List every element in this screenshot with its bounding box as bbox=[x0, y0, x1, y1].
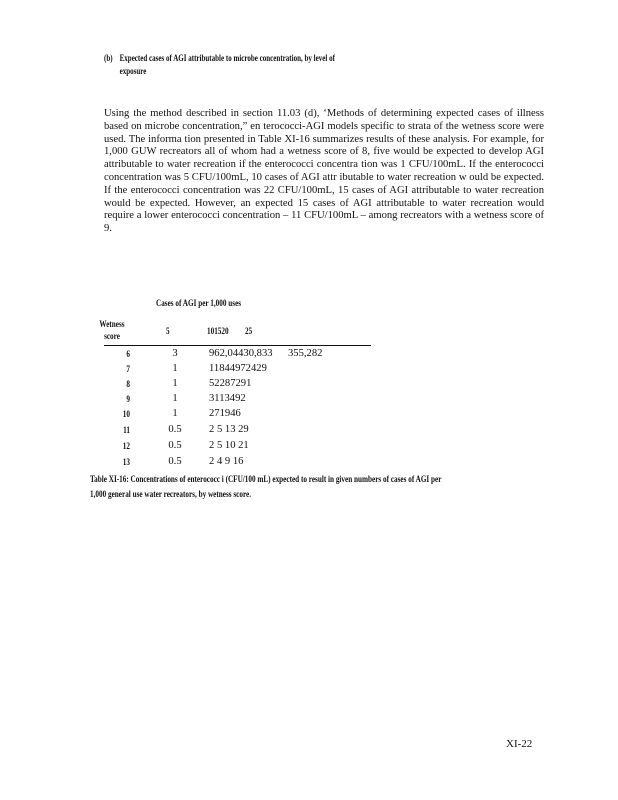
table-header-title: Cases of AGI per 1,000 uses bbox=[156, 298, 242, 308]
page-number: XI-22 bbox=[506, 738, 533, 750]
cases-5-cell: 1 bbox=[172, 363, 178, 374]
table-row bbox=[104, 393, 404, 405]
cases-5-cell: 1 bbox=[172, 378, 178, 389]
wetness-score-cell: 8 bbox=[126, 379, 130, 389]
table-row bbox=[104, 456, 404, 468]
cases-extra-cell: 355,282 bbox=[288, 348, 323, 359]
table-row bbox=[104, 408, 404, 420]
table-row bbox=[104, 440, 404, 452]
cases-5-cell: 0.5 bbox=[168, 424, 182, 435]
section-heading-text-line2: exposure bbox=[119, 66, 147, 76]
cases-rest-cell: 962,04430,833 bbox=[209, 348, 273, 359]
table-header-wetness: Wetness score bbox=[99, 319, 125, 341]
table-header-col5: 5 bbox=[166, 326, 170, 336]
table-row bbox=[104, 363, 404, 375]
cases-rest-cell: 11844972429 bbox=[209, 363, 267, 374]
cases-rest-cell: 52287291 bbox=[209, 378, 252, 389]
section-heading-text-line1: Expected cases of AGI attributable to microbe concentration, by level of bbox=[119, 53, 335, 63]
cases-5-cell: 3 bbox=[172, 348, 178, 359]
table-row bbox=[104, 424, 404, 436]
cases-5-cell: 1 bbox=[172, 408, 178, 419]
cases-5-cell: 0.5 bbox=[168, 456, 182, 467]
wetness-score-cell: 7 bbox=[126, 364, 130, 374]
section-heading bbox=[104, 52, 432, 78]
wetness-score-cell: 11 bbox=[123, 425, 130, 435]
wetness-score-cell: 12 bbox=[122, 441, 130, 451]
table-caption: Table XI-16: Concentrations of enterococc i (CFU/100 mL) expected to result in given numbers of cases of AGI per 1,000 general use water recreators, by wetness score. bbox=[90, 474, 442, 499]
cases-5-cell: 0.5 bbox=[168, 440, 182, 451]
wetness-score-cell: 9 bbox=[126, 394, 130, 404]
cases-rest-cell: 271946 bbox=[209, 408, 241, 419]
wetness-score-cell: 13 bbox=[122, 457, 130, 467]
body-paragraph: Using the method described in section 11.03 (d), ‘Methods of determining expected cases of illness based on microbe concentration,” en terococci-AGI models specific to strata of the wetness score were used. The informa tion presented in Table XI-16 summarizes results of these analysis. For example, for 1,000 GUW recreators all of whom had a wetness score of 8, five would be expected to develop AGI attributable to water recreation if the enterococci concentra tion was 1 CFU/100mL. If the enterococci concentration was 5 CFU/100mL, 10 cases of AGI attr ibutable to water recreation w ould be expected. If the enterococci concentration was 22 CFU/100mL, 15 cases of AGI attributable to water recreation would be expected. However, an expected 15 cases of AGI attributable to water recreation would require a lower enterococci concentration – 11 CFU/100mL – among recreators with a wetness score of 9. bbox=[104, 108, 544, 235]
cases-5-cell: 1 bbox=[172, 393, 178, 404]
wetness-score-cell: 6 bbox=[126, 349, 130, 359]
section-heading-label: (b) bbox=[104, 53, 113, 63]
cases-rest-cell: 2 4 9 16 bbox=[209, 456, 244, 467]
cases-rest-cell: 3113492 bbox=[209, 393, 246, 404]
cases-rest-cell: 2 5 10 21 bbox=[209, 440, 249, 451]
table-row bbox=[104, 378, 404, 390]
table-header-rule bbox=[104, 345, 371, 346]
wetness-score-cell: 10 bbox=[122, 409, 130, 419]
table-header-cols-rest: 101520 bbox=[207, 326, 229, 336]
table-row bbox=[104, 348, 404, 360]
table-header-col25: 25 bbox=[245, 326, 253, 336]
cases-rest-cell: 2 5 13 29 bbox=[209, 424, 249, 435]
